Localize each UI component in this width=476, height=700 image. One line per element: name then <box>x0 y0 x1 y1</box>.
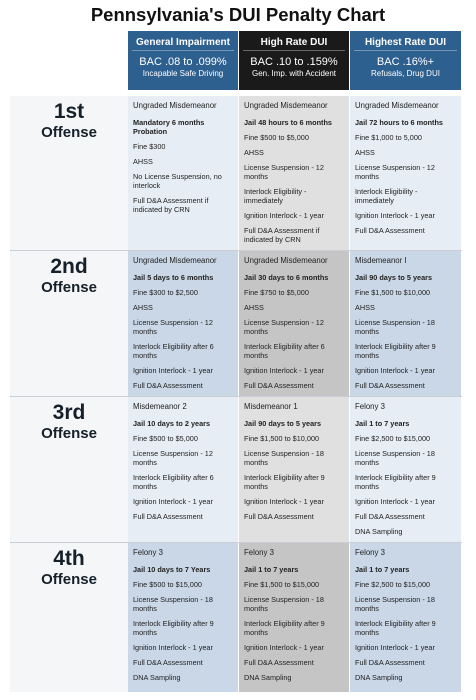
jail-term: Jail 5 days to 6 months <box>133 273 214 282</box>
column-name: Highest Rate DUI <box>364 37 447 48</box>
penalty-cell <box>350 96 462 251</box>
row-divider <box>10 250 462 251</box>
penalty-item: License Suspension - 18 months <box>133 595 213 613</box>
jail-term: Jail 90 days to 5 years <box>244 419 322 428</box>
penalty-item: Full D&A Assessment <box>355 658 425 667</box>
penalty-item: Interlock Eligibility after 9 months <box>355 473 436 491</box>
offense-word: Offense <box>41 425 97 442</box>
penalty-item: AHSS <box>133 303 153 312</box>
jail-term: Jail 10 days to 7 Years <box>133 565 211 574</box>
penalty-item: AHSS <box>133 157 153 166</box>
offense-grade: Felony 3 <box>355 548 385 557</box>
penalty-item: Full D&A Assessment <box>244 381 314 390</box>
penalty-item: License Suspension - 18 months <box>355 449 435 467</box>
penalty-item: DNA Sampling <box>355 673 403 682</box>
header-divider <box>243 50 345 51</box>
penalty-item: AHSS <box>355 303 375 312</box>
penalty-item: License Suspension - 12 months <box>244 318 324 336</box>
penalty-cell <box>239 397 350 543</box>
penalty-item: AHSS <box>244 303 264 312</box>
penalty-item: DNA Sampling <box>355 527 403 536</box>
offense-grade: Ungraded Misdemeanor <box>133 101 217 110</box>
row-divider <box>10 396 462 397</box>
offense-grade: Felony 3 <box>355 402 385 411</box>
penalty-item: Ignition Interlock - 1 year <box>355 211 435 220</box>
penalty-item: No License Suspension, no interlock <box>133 172 222 190</box>
penalty-item: License Suspension - 12 months <box>244 163 324 181</box>
penalty-item: Fine $1,500 to $10,000 <box>244 434 320 443</box>
penalty-item: Interlock Eligibility - immediately <box>355 187 418 205</box>
penalty-cell <box>239 251 350 397</box>
penalty-item: DNA Sampling <box>133 673 181 682</box>
penalty-cell <box>350 397 462 543</box>
offense-grade: Felony 3 <box>133 548 163 557</box>
penalty-item: Fine $1,500 to $10,000 <box>355 288 431 297</box>
jail-term: Jail 1 to 7 years <box>355 565 410 574</box>
penalty-item: Fine $1,000 to 5,000 <box>355 133 422 142</box>
penalty-item: Fine $2,500 to $15,000 <box>355 580 431 589</box>
jail-term: Jail 1 to 7 years <box>244 565 299 574</box>
offense-word: Offense <box>41 279 97 296</box>
penalty-item: Ignition Interlock - 1 year <box>244 643 324 652</box>
penalty-item: Full D&A Assessment <box>133 512 203 521</box>
penalty-item: Interlock Eligibility after 6 months <box>133 342 214 360</box>
penalty-item: Interlock Eligibility after 6 months <box>244 342 325 360</box>
jail-term: Mandatory 6 months Probation <box>133 118 205 136</box>
offense-grade: Felony 3 <box>244 548 274 557</box>
penalty-item: License Suspension - 12 months <box>133 449 213 467</box>
penalty-item: Full D&A Assessment <box>355 512 425 521</box>
column-bac-range: BAC .10 to .159% <box>250 56 338 68</box>
penalty-item: License Suspension - 18 months <box>244 595 324 613</box>
penalty-item: Fine $300 <box>133 142 166 151</box>
column-subtitle: Gen. Imp. with Accident <box>251 69 337 78</box>
offense-label <box>10 251 128 397</box>
jail-term: Jail 10 days to 2 years <box>133 419 211 428</box>
header-divider <box>132 50 234 51</box>
offense-label <box>10 543 128 692</box>
penalty-cell <box>128 96 239 251</box>
penalty-item: AHSS <box>244 148 264 157</box>
column-header-highest-rate-dui <box>350 31 462 90</box>
penalty-item: License Suspension - 18 months <box>244 449 324 467</box>
penalty-cell <box>128 543 239 692</box>
penalty-item: Interlock Eligibility after 9 months <box>355 619 436 637</box>
penalty-item: Fine $500 to $5,000 <box>133 434 198 443</box>
column-subtitle: Incapable Safe Driving <box>142 69 224 78</box>
column-header-high-rate-dui <box>239 31 350 90</box>
column-header-general-impairment <box>128 31 239 90</box>
penalty-item: Full D&A Assessment <box>355 226 425 235</box>
offense-number: 3rd <box>52 401 86 424</box>
penalty-item: License Suspension - 18 months <box>355 318 435 336</box>
penalty-item: DNA Sampling <box>244 673 292 682</box>
offense-grade: Misdemeanor 2 <box>133 402 187 411</box>
header-divider <box>354 50 457 51</box>
offense-grade: Misdemeanor I <box>355 256 407 265</box>
penalty-item: Ignition Interlock - 1 year <box>355 643 435 652</box>
penalty-item: Fine $2,500 to $15,000 <box>355 434 431 443</box>
jail-term: Jail 30 days to 6 months <box>244 273 329 282</box>
penalty-item: Fine $1,500 to $15,000 <box>244 580 320 589</box>
penalty-item: License Suspension - 18 months <box>355 595 435 613</box>
penalty-cell <box>239 543 350 692</box>
penalty-item: Interlock Eligibility - immediately <box>244 187 307 205</box>
penalty-cell <box>128 251 239 397</box>
penalty-item: Ignition Interlock - 1 year <box>133 643 213 652</box>
offense-grade: Ungraded Misdemeanor <box>133 256 217 265</box>
penalty-item: License Suspension - 12 months <box>133 318 213 336</box>
offense-word: Offense <box>41 124 97 141</box>
penalty-item: Full D&A Assessment <box>133 381 203 390</box>
penalty-cell <box>350 251 462 397</box>
offense-label <box>10 397 128 543</box>
penalty-item: AHSS <box>355 148 375 157</box>
jail-term: Jail 90 days to 5 years <box>355 273 433 282</box>
penalty-cell <box>350 543 462 692</box>
penalty-item: Full D&A Assessment if indicated by CRN <box>133 196 209 214</box>
column-bac-range: BAC .16%+ <box>376 56 435 68</box>
penalty-item: Ignition Interlock - 1 year <box>355 497 435 506</box>
penalty-cell <box>239 96 350 251</box>
penalty-item: Interlock Eligibility after 6 months <box>133 473 214 491</box>
penalty-item: Full D&A Assessment <box>244 658 314 667</box>
column-name: General Impairment <box>136 37 230 48</box>
offense-grade: Ungraded Misdemeanor <box>244 101 328 110</box>
jail-term: Jail 72 hours to 6 months <box>355 118 443 127</box>
penalty-item: Ignition Interlock - 1 year <box>133 497 213 506</box>
penalty-item: Full D&A Assessment if indicated by CRN <box>244 226 320 244</box>
penalty-item: Full D&A Assessment <box>244 512 314 521</box>
penalty-item: License Suspension - 12 months <box>355 163 435 181</box>
penalty-item: Ignition Interlock - 1 year <box>244 366 324 375</box>
penalty-item: Ignition Interlock - 1 year <box>244 211 324 220</box>
penalty-item: Interlock Eligibility after 9 months <box>133 619 214 637</box>
column-subtitle: Refusals, Drug DUI <box>371 69 440 78</box>
offense-grade: Misdemeanor 1 <box>244 402 298 411</box>
offense-number: 2nd <box>50 255 88 278</box>
penalty-item: Interlock Eligibility after 9 months <box>244 619 325 637</box>
offense-label <box>10 96 128 251</box>
column-name: High Rate DUI <box>260 37 328 48</box>
penalty-item: Interlock Eligibility after 9 months <box>244 473 325 491</box>
offense-number: 4th <box>53 547 85 570</box>
jail-term: Jail 48 hours to 6 months <box>244 118 332 127</box>
row-divider <box>10 542 462 543</box>
jail-term: Jail 1 to 7 years <box>355 419 410 428</box>
offense-grade: Ungraded Misdemeanor <box>355 101 439 110</box>
page-title: Pennsylvania's DUI Penalty Chart <box>90 4 386 25</box>
penalty-item: Full D&A Assessment <box>355 381 425 390</box>
penalty-item: Ignition Interlock - 1 year <box>244 497 324 506</box>
penalty-item: Ignition Interlock - 1 year <box>133 366 213 375</box>
column-bac-range: BAC .08 to .099% <box>139 56 227 68</box>
penalty-item: Fine $750 to $5,000 <box>244 288 309 297</box>
penalty-item: Fine $300 to $2,500 <box>133 288 198 297</box>
penalty-item: Fine $500 to $5,000 <box>244 133 309 142</box>
penalty-item: Interlock Eligibility after 9 months <box>355 342 436 360</box>
offense-grade: Ungraded Misdemeanor <box>244 256 328 265</box>
penalty-item: Full D&A Assessment <box>133 658 203 667</box>
penalty-item: Ignition Interlock - 1 year <box>355 366 435 375</box>
penalty-item: Fine $500 to $15,000 <box>133 580 202 589</box>
offense-number: 1st <box>53 100 85 123</box>
penalty-cell <box>128 397 239 543</box>
offense-word: Offense <box>41 571 97 588</box>
